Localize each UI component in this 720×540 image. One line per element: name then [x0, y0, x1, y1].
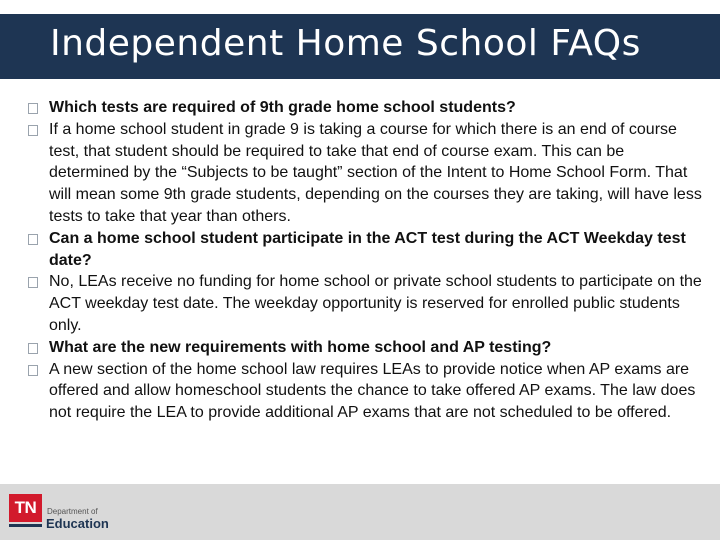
logo-dept-label: Department of	[47, 507, 98, 516]
faq-text: Which tests are required of 9th grade home school students?	[49, 99, 516, 116]
tn-badge: TN	[9, 494, 42, 522]
tn-education-logo	[9, 494, 109, 534]
logo-education-label: Education	[46, 516, 109, 531]
bullet-square-icon	[28, 365, 38, 376]
faq-list	[28, 97, 708, 424]
faq-question-2	[28, 228, 708, 272]
faq-text: What are the new requirements with home school and AP testing?	[49, 338, 552, 356]
bullet-square-icon	[28, 103, 38, 114]
faq-answer-3	[28, 359, 708, 424]
faq-text: Can a home school student participate in the ACT test during the ACT Weekday test date?	[49, 229, 686, 269]
faq-answer-2	[28, 271, 708, 336]
faq-question-1	[28, 97, 708, 119]
faq-text: If a home school student in grade 9 is taking a course for which there is an end of course test, that student should be required to take that end of course exam. This can be determined by the “Subjects to be taught” section of the Intent to Home School Form. That will mean some 9th grade students, depending on the courses they are taking, will have less tests to take that year than others.	[49, 120, 702, 225]
title-bar	[0, 14, 720, 79]
faq-question-3	[28, 337, 708, 359]
faq-text: No, LEAs receive no funding for home school or private school students to participate on the ACT weekday test date. The weekday opportunity is reserved for enrolled public students only.	[49, 273, 702, 334]
logo-stripe	[9, 524, 42, 527]
faq-text: A new section of the home school law requires LEAs to provide notice when AP exams are offered and allow homeschool students the chance to take offered AP exams. The law does not require the LEA to provide additional AP exams that are not scheduled to be offered.	[49, 360, 696, 422]
faq-answer-1	[28, 119, 708, 228]
bullet-square-icon	[28, 277, 38, 288]
bullet-square-icon	[28, 125, 38, 136]
slide-title: Independent Home School FAQs	[50, 23, 641, 64]
bullet-square-icon	[28, 234, 38, 245]
bullet-square-icon	[28, 343, 38, 354]
